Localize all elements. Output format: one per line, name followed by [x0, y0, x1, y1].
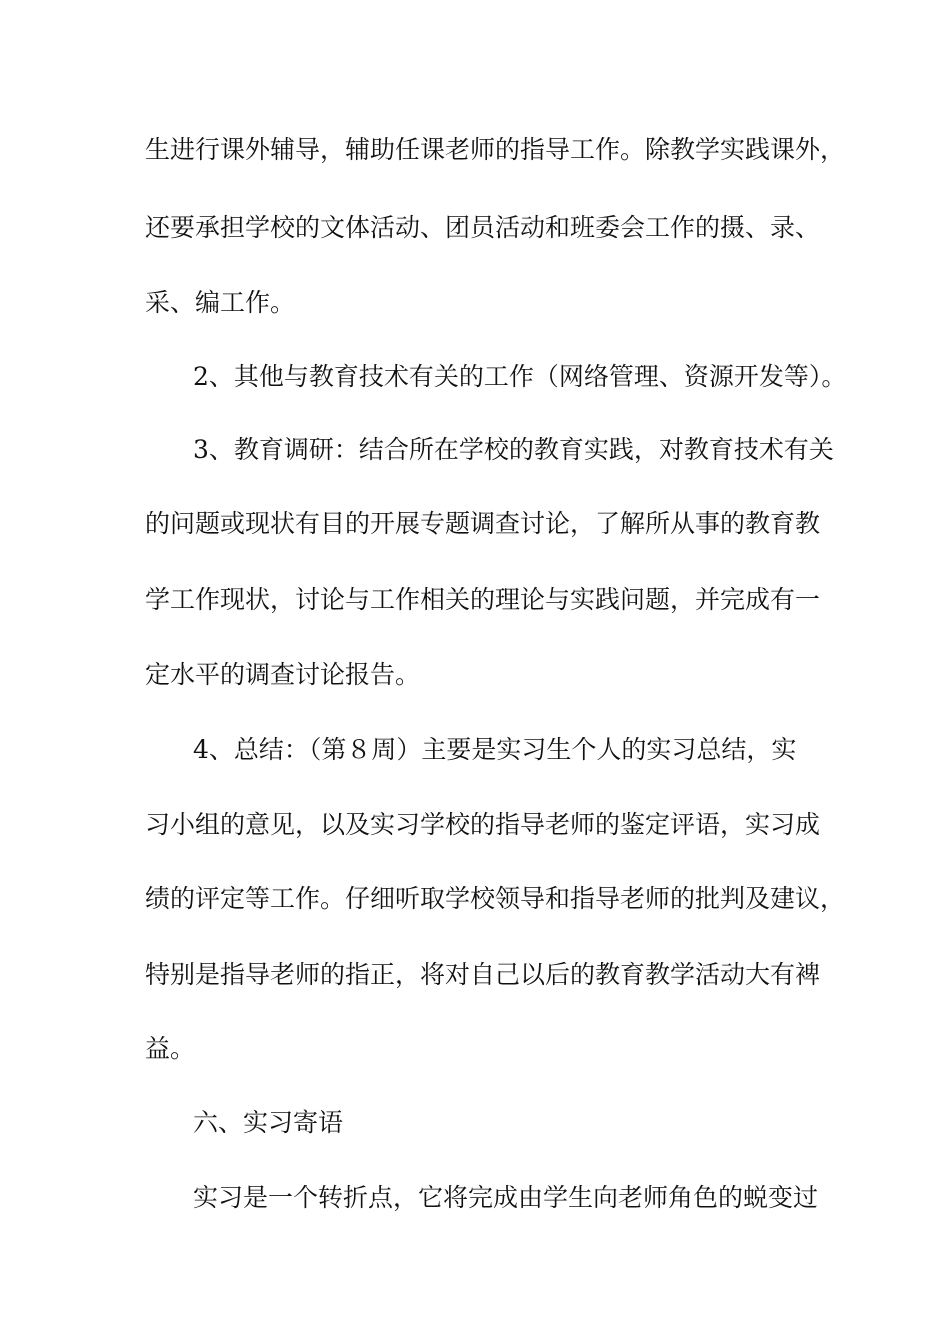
paragraph-line: 习小组的意见，以及实习学校的指导老师的鉴定评语，实习成 — [145, 810, 821, 839]
paragraph-line: 定水平的调查讨论报告。 — [145, 660, 421, 689]
paragraph-line: 生进行课外辅导，辅助任课老师的指导工作。除教学实践课外， — [145, 135, 846, 164]
paragraph-line: 实习是一个转折点，它将完成由学生向老师角色的蜕变过 — [193, 1183, 819, 1212]
paragraph-line: 还要承担学校的文体活动、团员活动和班委会工作的摄、录、 — [145, 213, 821, 242]
list-item-2: 2、其他与教育技术有关的工作（网络管理、资源开发等）。 — [193, 362, 847, 391]
paragraph-line: 绩的评定等工作。仔细听取学校领导和指导老师的批判及建议， — [145, 884, 846, 913]
list-item-3: 3、教育调研：结合所在学校的教育实践，对教育技术有关 — [193, 435, 834, 464]
paragraph-line: 学工作现状，讨论与工作相关的理论与实践问题，并完成有一 — [145, 585, 821, 614]
list-item-4: 4、总结：（第８周）主要是实习生个人的实习总结，实 — [193, 735, 797, 764]
paragraph-line: 益。 — [145, 1034, 196, 1063]
paragraph-line: 的问题或现状有目的开展专题调查讨论，了解所从事的教育教 — [145, 509, 821, 538]
paragraph-line: 采、编工作。 — [145, 288, 296, 317]
section-heading: 六、实习寄语 — [193, 1108, 344, 1137]
paragraph-line: 特别是指导老师的指正，将对自己以后的教育教学活动大有裨 — [145, 960, 821, 989]
